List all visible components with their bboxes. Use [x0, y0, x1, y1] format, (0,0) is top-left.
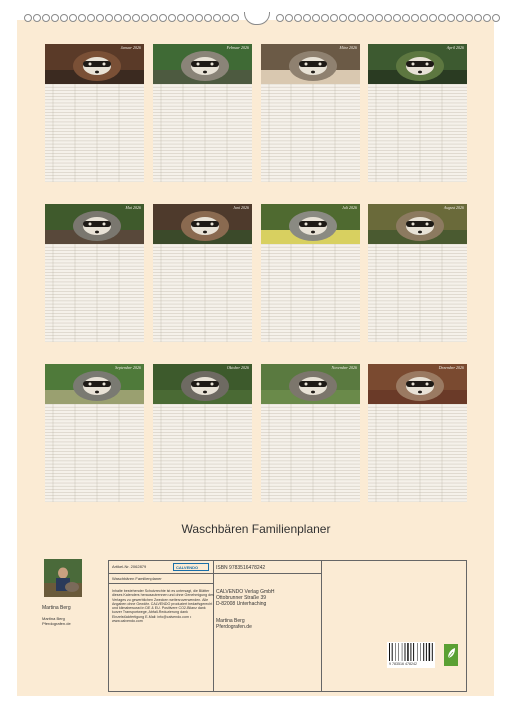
raccoon-photo [45, 204, 144, 244]
binding-ring [402, 14, 410, 22]
binding-ring [105, 14, 113, 22]
publisher: CALVENDO Verlag GmbH [216, 589, 275, 595]
binding-ring [348, 14, 356, 22]
binding-ring [60, 14, 68, 22]
binding-ring [69, 14, 77, 22]
planner-grid [45, 404, 144, 502]
author-website: Pferdografen.de [42, 621, 71, 626]
barcode-digits: 9 783516 478242 [389, 662, 417, 666]
info-box [108, 560, 467, 692]
planner-grid [153, 404, 252, 502]
raccoon-photo [261, 204, 360, 244]
binding-ring [114, 14, 122, 22]
binding-ring [447, 14, 455, 22]
binding-ring [429, 14, 437, 22]
barcode [387, 642, 435, 668]
binding-ring [78, 14, 86, 22]
month-panel [368, 204, 467, 342]
month-panel [261, 44, 360, 182]
binding-ring [213, 14, 221, 22]
month-label: Oktober 2026 [226, 365, 249, 370]
binding-ring [303, 14, 311, 22]
month-panel [368, 364, 467, 502]
month-label: Mai 2026 [125, 205, 141, 210]
binding-ring [276, 14, 284, 22]
planner-grid [368, 244, 467, 342]
planner-grid [261, 404, 360, 502]
binding-ring [159, 14, 167, 22]
binding-ring [231, 14, 239, 22]
raccoon-photo [368, 204, 467, 244]
divider [213, 573, 321, 574]
month-label: September 2026 [115, 365, 141, 370]
month-label: Dezember 2026 [438, 365, 464, 370]
calvendo-logo: CALVENDO [173, 563, 209, 571]
binding-ring [141, 14, 149, 22]
binding-ring [474, 14, 482, 22]
binding-ring [294, 14, 302, 22]
month-label: November 2026 [331, 365, 357, 370]
binding-ring [438, 14, 446, 22]
planner-grid [261, 84, 360, 182]
binding-ring [96, 14, 104, 22]
publisher-city: D-82008 Unterhaching [216, 601, 267, 607]
binding-ring [150, 14, 158, 22]
raccoon-photo [153, 204, 252, 244]
binding-ring [195, 14, 203, 22]
month-panel [45, 204, 144, 342]
publisher-street: Ottobrunner Straße 39 [216, 595, 267, 601]
binding-ring [465, 14, 473, 22]
binding-ring [24, 14, 32, 22]
raccoon-photo [261, 364, 360, 404]
divider [109, 573, 213, 574]
month-panel [368, 44, 467, 182]
month-label: Juni 2026 [233, 205, 249, 210]
binding-ring [492, 14, 500, 22]
binding-ring [177, 14, 185, 22]
month-panel [153, 364, 252, 502]
month-label: Juli 2026 [342, 205, 357, 210]
binding-ring [411, 14, 419, 22]
info-author-site: Pferdografen.de [216, 624, 252, 630]
raccoon-photo [45, 44, 144, 84]
article-number: Artikel-Nr. 2062879 [112, 564, 147, 569]
planner-grid [261, 244, 360, 342]
binding-ring [375, 14, 383, 22]
raccoon-photo [153, 364, 252, 404]
month-panel [45, 44, 144, 182]
info-author-name: Martina Berg [216, 618, 245, 624]
binding-ring [33, 14, 41, 22]
binding-ring [222, 14, 230, 22]
month-panel [45, 364, 144, 502]
author-photo [44, 559, 82, 597]
raccoon-photo [368, 364, 467, 404]
binding-ring [366, 14, 374, 22]
month-panel [153, 204, 252, 342]
month-label: August 2026 [443, 205, 464, 210]
binding-ring [204, 14, 212, 22]
planner-grid [45, 244, 144, 342]
binding-ring [393, 14, 401, 22]
author-credits [42, 616, 71, 626]
divider [321, 561, 322, 691]
month-panel [153, 44, 252, 182]
raccoon-photo [261, 44, 360, 84]
eco-label-icon [444, 644, 458, 666]
divider [109, 583, 213, 584]
binding-ring [123, 14, 131, 22]
product-title: Waschbären Familienplaner [112, 576, 162, 581]
binding-ring [87, 14, 95, 22]
raccoon-photo [153, 44, 252, 84]
raccoon-photo [368, 44, 467, 84]
month-label: März 2026 [339, 45, 357, 50]
author-name: Martina Berg [42, 605, 71, 611]
binding-ring [339, 14, 347, 22]
binding-ring [384, 14, 392, 22]
month-label: Februar 2026 [226, 45, 249, 50]
divider [213, 561, 214, 691]
raccoon-photo [45, 364, 144, 404]
author-name-small: Martina Berg [42, 616, 65, 621]
month-label: April 2026 [446, 45, 464, 50]
month-label: Januar 2026 [120, 45, 141, 50]
binding-ring [132, 14, 140, 22]
binding-ring [483, 14, 491, 22]
binding-ring [321, 14, 329, 22]
planner-grid [368, 404, 467, 502]
binding-ring [285, 14, 293, 22]
binding-ring [456, 14, 464, 22]
binding-ring [357, 14, 365, 22]
legal-text: Inhalte bestehender Schutzrechte ist es untersagt, die Blätter dieses Kalenders herauszutrennen und ohne Genehmigung des Verlages zu gewerblichen Zwecken weiterzuverwenden. Alle Angaben ohne Gewähr. CALVENDO produziert bedarfsgerecht und klimabewusst in DE & EU. Positivere CO2-Bilanz dank kurzer Transportwege, Abfall-Reduzierung dank Einzelstückfertigung E-Mail: info@calvendo.com • www.calvendo.com [112, 589, 214, 624]
page-title: Waschbären Familienplaner [181, 522, 331, 536]
binding-ring [420, 14, 428, 22]
month-panel [261, 204, 360, 342]
binding-ring [312, 14, 320, 22]
binding-ring [51, 14, 59, 22]
planner-grid [153, 244, 252, 342]
binding-ring [186, 14, 194, 22]
binding-ring [42, 14, 50, 22]
month-panel [261, 364, 360, 502]
binding-ring [168, 14, 176, 22]
isbn: ISBN 9783516478242 [216, 565, 266, 571]
planner-grid [153, 84, 252, 182]
planner-grid [368, 84, 467, 182]
binding-ring [330, 14, 338, 22]
planner-grid [45, 84, 144, 182]
